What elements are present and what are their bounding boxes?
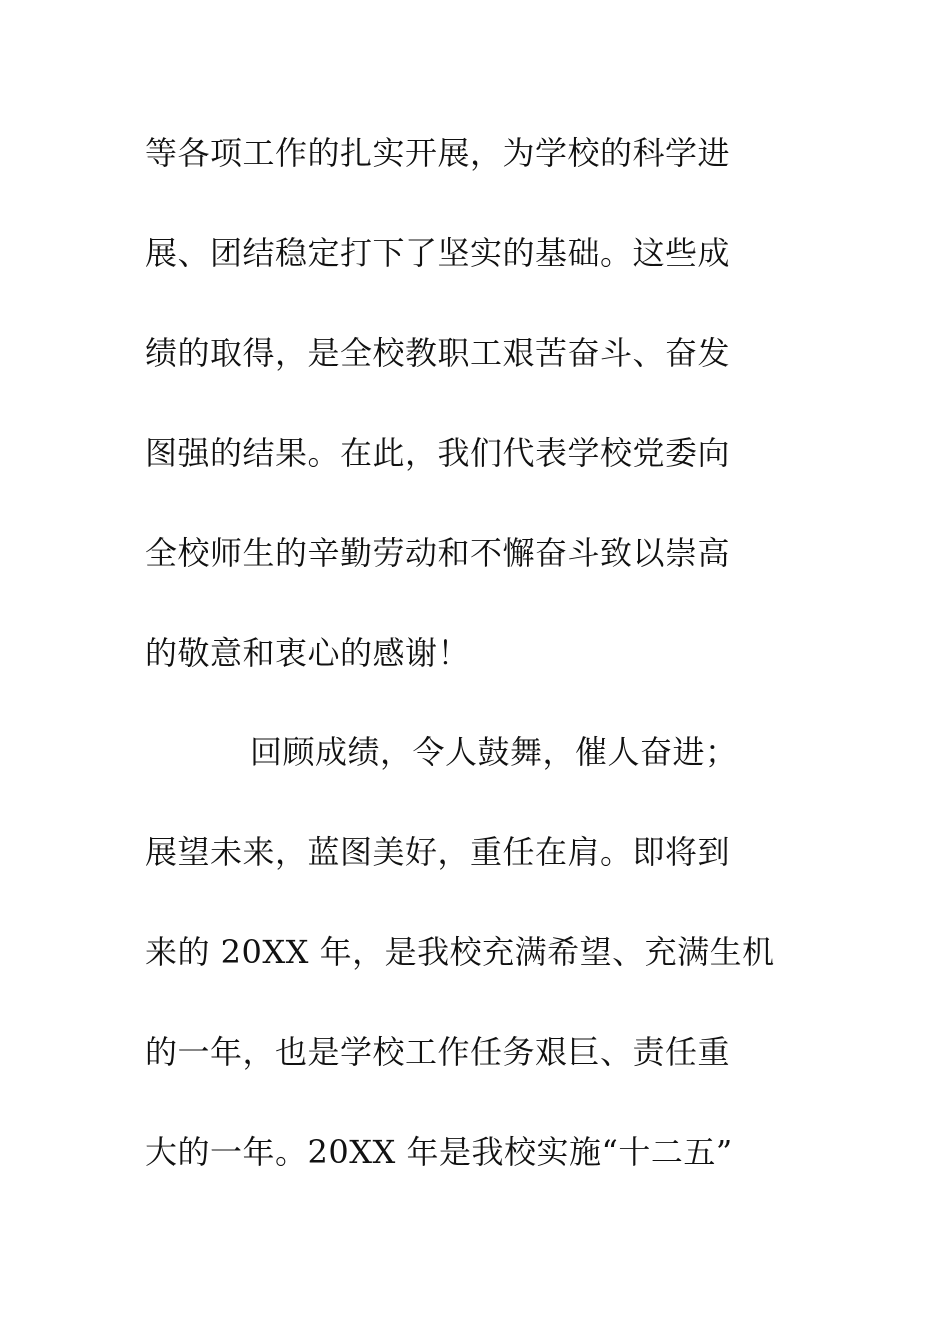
text-line: 的一年，也是学校工作任务艰巨、责任重: [145, 1033, 731, 1071]
paragraph-start-line: 回顾成绩，令人鼓舞，催人奋进；: [250, 733, 738, 771]
text-line: 全校师生的辛勤劳动和不懈奋斗致以崇高: [145, 534, 731, 572]
text-line: 来的 20XX 年，是我校充满希望、充满生机: [145, 933, 775, 971]
text-line: 的敬意和衷心的感谢！: [145, 634, 471, 672]
text-line: 等各项工作的扎实开展，为学校的科学进: [145, 134, 731, 172]
text-line: 绩的取得，是全校教职工艰苦奋斗、奋发: [145, 334, 731, 372]
text-line: 图强的结果。在此，我们代表学校党委向: [145, 434, 731, 472]
text-line: 大的一年。20XX 年是我校实施“十二五”: [145, 1133, 733, 1171]
text-line: 展望未来，蓝图美好，重任在肩。即将到: [145, 833, 731, 871]
text-line: 展、团结稳定打下了坚实的基础。这些成: [145, 234, 731, 272]
